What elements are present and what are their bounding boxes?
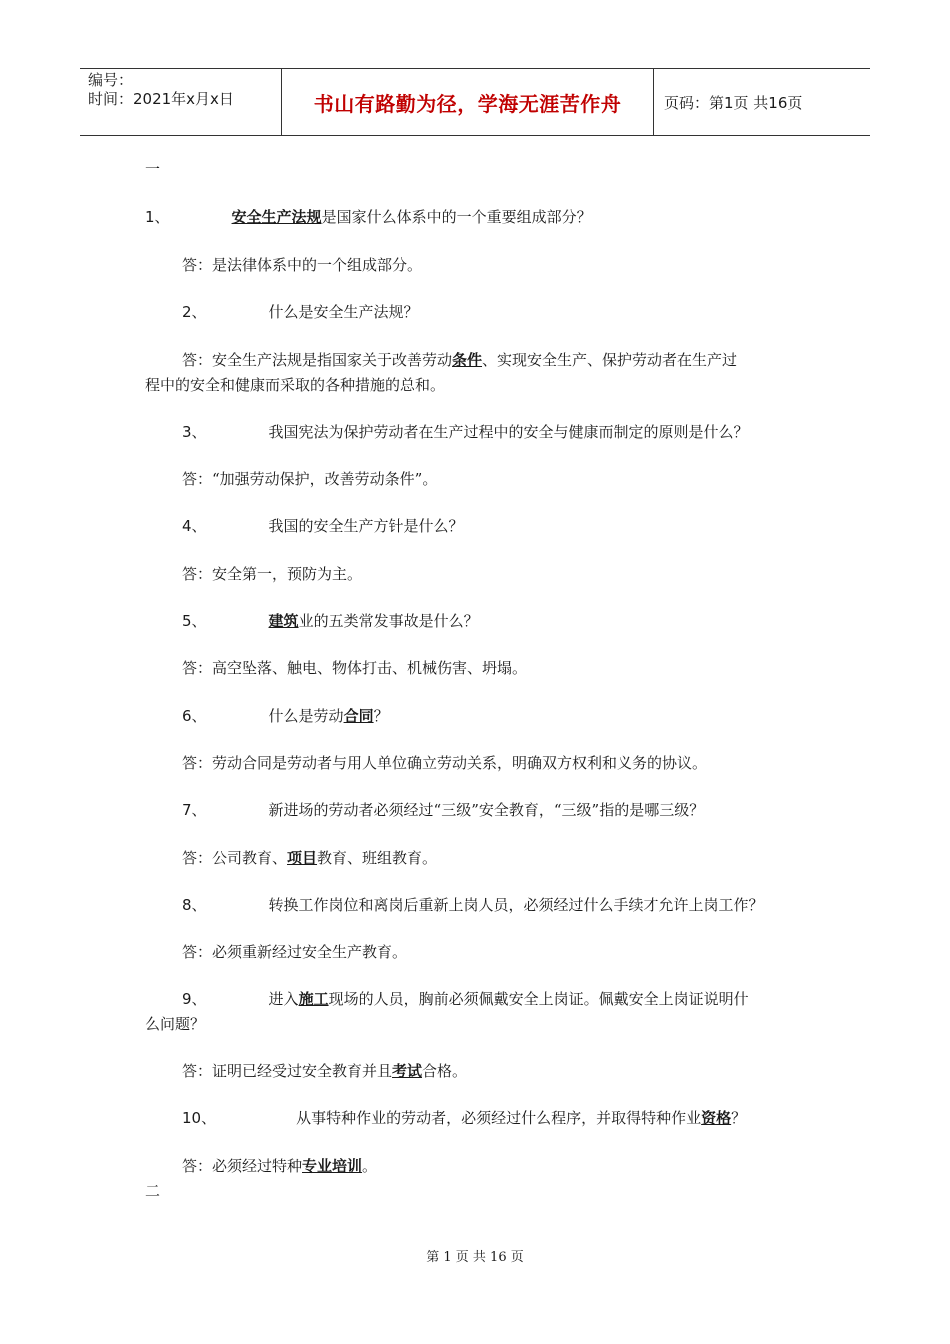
question-number: 3、 — [182, 423, 207, 441]
question-1 — [145, 206, 592, 228]
answer-4: 答：安全第一，预防为主。 — [182, 565, 363, 583]
question-9 — [182, 988, 749, 1010]
question-number: 1、 — [145, 208, 170, 226]
answer-8: 答：必须重新经过安全生产教育。 — [182, 943, 408, 961]
answer-text: 。 — [362, 1157, 378, 1175]
question-9-continued: 么问题？ — [145, 1015, 206, 1033]
question-8 — [182, 894, 764, 916]
motto-cell — [282, 69, 654, 135]
question-6 — [182, 705, 389, 727]
number-label: 编号： — [88, 71, 134, 89]
question-text: 什么是劳动 — [268, 707, 344, 725]
answer-5: 答：高空坠落、触电、物体打击、机械伤害、坍塌。 — [182, 659, 528, 677]
keyword-link[interactable]: 合同 — [343, 707, 374, 725]
answer-text: 教育、班组教育。 — [317, 849, 438, 867]
keyword-link[interactable]: 专业培训 — [302, 1157, 363, 1175]
page-info-text: 页码：第1页 共16页 — [664, 93, 803, 112]
answer-9 — [182, 1060, 467, 1082]
question-text: 是国家什么体系中的一个重要组成部分？ — [321, 208, 592, 226]
question-7 — [182, 799, 704, 821]
answer-text: 合格。 — [422, 1062, 468, 1080]
motto-text: 书山有路勤为径，学海无涯苦作舟 — [313, 91, 622, 116]
question-text: 进入 — [268, 990, 299, 1008]
section-two-heading: 二 — [145, 1182, 161, 1200]
question-text: 现场的人员，胸前必须佩戴安全上岗证。佩戴安全上岗证说明什 — [328, 990, 749, 1008]
question-text: 转换工作岗位和离岗后重新上岗人员，必须经过什么手续才允许上岗工作？ — [268, 896, 764, 914]
answer-3: 答：“加强劳动保护，改善劳动条件”。 — [182, 470, 438, 488]
question-text: 什么是安全生产法规？ — [268, 303, 419, 321]
answer-2 — [182, 349, 737, 371]
document-header — [80, 68, 870, 136]
question-number: 2、 — [182, 303, 207, 321]
question-2 — [182, 301, 419, 323]
keyword-link[interactable]: 资格 — [701, 1109, 732, 1127]
answer-text: 答：公司教育、 — [182, 849, 288, 867]
answer-2-continued: 程中的安全和健康而采取的各种措施的总和。 — [145, 376, 446, 394]
answer-7 — [182, 847, 437, 869]
keyword-link[interactable]: 安全生产法规 — [231, 208, 322, 226]
page-info-cell — [654, 69, 870, 135]
section-one-heading: 一 — [145, 160, 161, 178]
question-5 — [182, 610, 479, 632]
question-text: 业的五类常发事故是什么？ — [298, 612, 479, 630]
keyword-link[interactable]: 施工 — [298, 990, 329, 1008]
question-number: 9、 — [182, 990, 207, 1008]
keyword-link[interactable]: 考试 — [392, 1062, 423, 1080]
question-number: 5、 — [182, 612, 207, 630]
question-10 — [182, 1107, 746, 1129]
header-meta-cell — [80, 69, 282, 135]
question-number: 7、 — [182, 801, 207, 819]
keyword-link[interactable]: 项目 — [287, 849, 318, 867]
question-text: 新进场的劳动者必须经过“三级”安全教育，“三级”指的是哪三级？ — [268, 801, 705, 819]
question-number: 4、 — [182, 517, 207, 535]
question-3 — [182, 421, 749, 443]
question-4 — [182, 515, 464, 537]
question-text: 我国的安全生产方针是什么？ — [268, 517, 464, 535]
keyword-link[interactable]: 条件 — [452, 351, 483, 369]
question-number: 10、 — [182, 1109, 217, 1127]
answer-6: 答：劳动合同是劳动者与用人单位确立劳动关系，明确双方权利和义务的协议。 — [182, 754, 708, 772]
answer-text: 答：必须经过特种 — [182, 1157, 303, 1175]
question-number: 8、 — [182, 896, 207, 914]
answer-10 — [182, 1155, 377, 1177]
answer-1: 答：是法律体系中的一个组成部分。 — [182, 256, 423, 274]
page-footer: 第 1 页 共 16 页 — [426, 1250, 524, 1265]
keyword-link[interactable]: 建筑 — [268, 612, 299, 630]
question-number: 6、 — [182, 707, 207, 725]
question-text: 我国宪法为保护劳动者在生产过程中的安全与健康而制定的原则是什么？ — [268, 423, 749, 441]
time-text: 时间：2021年x月x日 — [88, 90, 234, 108]
answer-text: 答：证明已经受过安全教育并且 — [182, 1062, 393, 1080]
question-text: ？ — [373, 707, 389, 725]
answer-text: 答：安全生产法规是指国家关于改善劳动 — [182, 351, 453, 369]
answer-text: 、实现安全生产、保护劳动者在生产过 — [482, 351, 738, 369]
question-text: ？ — [731, 1109, 747, 1127]
question-text: 从事特种作业的劳动者，必须经过什么程序，并取得特种作业 — [296, 1109, 702, 1127]
